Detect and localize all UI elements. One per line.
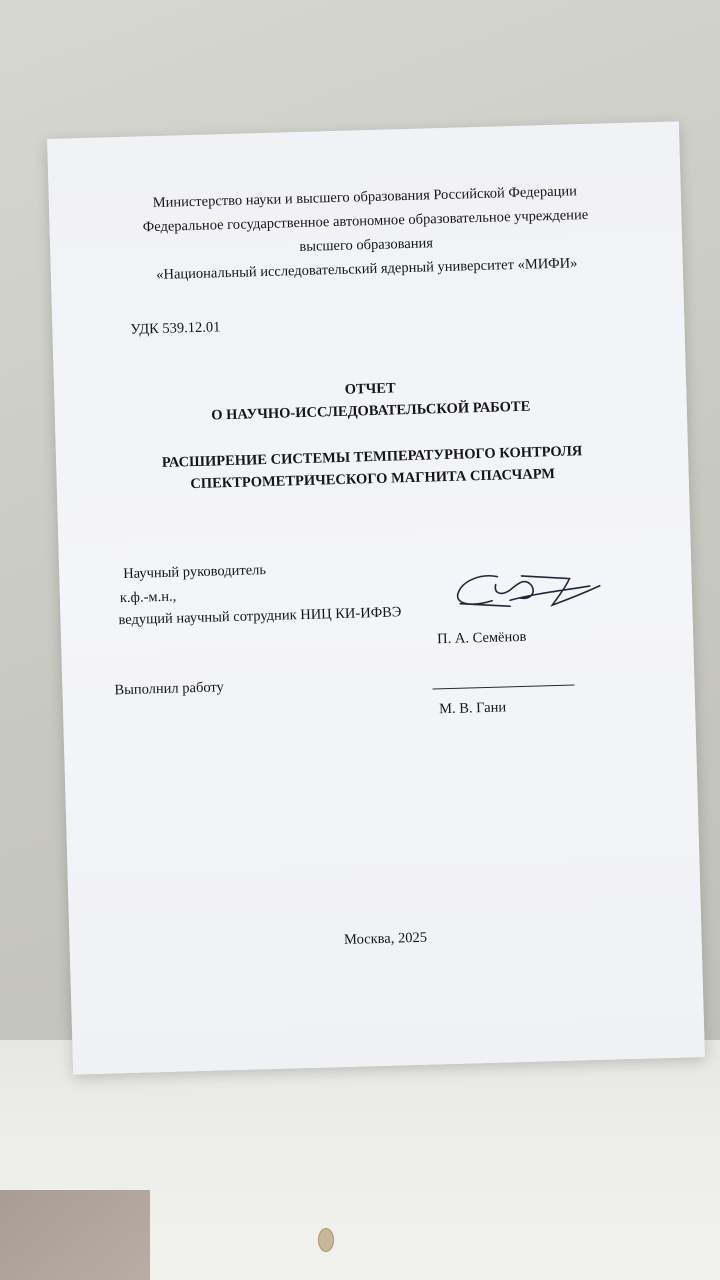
supervisor-position: ведущий научный сотрудник НИЦ КИ-ИФВЭ (118, 604, 402, 629)
header-line-1: Министерство науки и высшего образования Российской Федерации (152, 183, 578, 212)
udk-code: УДК 539.12.01 (130, 319, 221, 338)
report-title: ОТЧЕТ (344, 380, 396, 398)
header-line-4: «Национальный исследовательский ядерный университет «МИФИ» (156, 255, 578, 284)
document-page (47, 121, 705, 1074)
city-year: Москва, 2025 (343, 929, 428, 949)
supervisor-name: П. А. Семёнов (436, 628, 527, 648)
header-line-2: Федеральное государственное автономное образовательное учреждение (142, 206, 589, 236)
performer-name: М. В. Гани (438, 699, 507, 718)
header-line-3: высшего образования (299, 235, 434, 255)
table-corner (0, 1190, 150, 1280)
report-topic-line-1: РАСШИРЕНИЕ СИСТЕМЫ ТЕМПЕРАТУРНОГО КОНТРОЛЯ (161, 443, 583, 471)
performer-signature-line (433, 684, 575, 689)
supervisor-signature (439, 563, 610, 618)
crumb (318, 1228, 334, 1252)
performer-role: Выполнил работу (114, 679, 225, 699)
report-subtitle: О НАУЧНО-ИССЛЕДОВАТЕЛЬСКОЙ РАБОТЕ (211, 398, 531, 424)
supervisor-role: Научный руководитель (123, 562, 267, 583)
report-topic-line-2: СПЕКТРОМЕТРИЧЕСКОГО МАГНИТА СПАСЧАРМ (190, 465, 556, 493)
supervisor-degree: к.ф.-м.н., (119, 588, 177, 607)
